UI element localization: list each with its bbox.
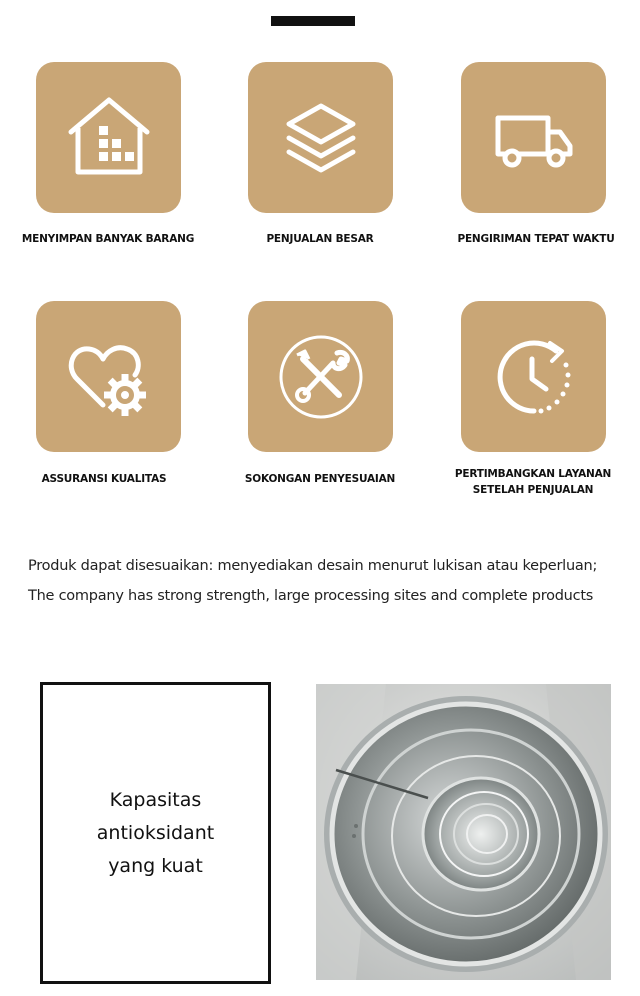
warehouse-icon — [63, 92, 155, 184]
feature-label-wholesale: PENJUALAN BESAR — [266, 233, 374, 245]
truck-tile — [461, 62, 606, 213]
steel-drum-image — [316, 684, 611, 980]
callout-text: Kapasitas antioksidant yang kuat — [96, 788, 215, 877]
layers-tile — [248, 62, 393, 213]
heart-gear-icon — [63, 331, 155, 423]
feature-label-delivery: PENGIRIMAN TEPAT WAKTU — [457, 233, 615, 245]
delivery-truck-icon — [488, 92, 580, 184]
warehouse-tile — [36, 62, 181, 213]
description-line-1: Produk dapat disesuaikan: menyediakan desain menurut lukisan atau keperluan; — [28, 558, 598, 574]
feature-label-quality: ASSURANSI KUALITAS — [41, 473, 167, 485]
quality-tile — [36, 301, 181, 452]
feature-label-after-sales: PERTIMBANGKAN LAYANAN SETELAH PENJUALAN — [454, 468, 612, 496]
description-line-2: The company has strong strength, large processing sites and complete products — [28, 588, 594, 604]
service-tile — [461, 301, 606, 452]
clock-refresh-icon — [488, 331, 580, 423]
callout-box — [40, 682, 271, 984]
feature-label-customization: SOKONGAN PENYESUAIAN — [244, 473, 396, 485]
tools-tile — [248, 301, 393, 452]
feature-label-storage: MENYIMPAN BANYAK BARANG — [21, 233, 195, 245]
tools-icon — [275, 331, 367, 423]
top-divider-bar — [271, 16, 355, 26]
stacked-layers-icon — [275, 92, 367, 184]
product-photo — [316, 684, 611, 980]
